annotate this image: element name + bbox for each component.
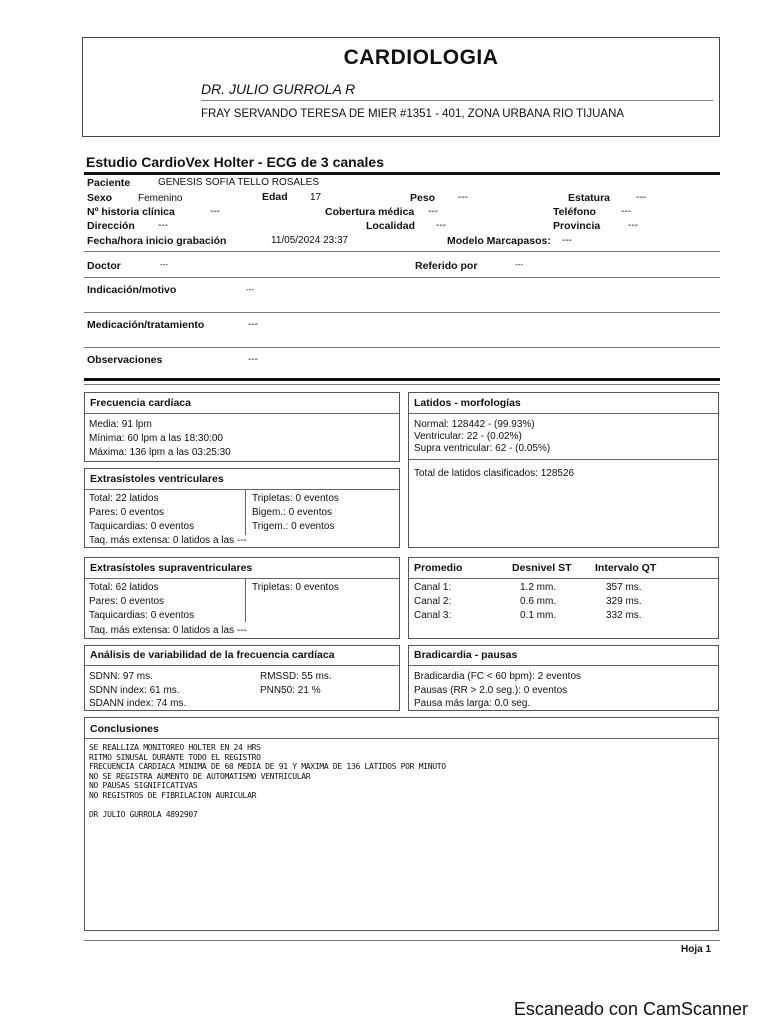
- conclusion-line: NO SE REGISTRA AUMENTO DE AUTOMATISMO VENTRICULAR: [89, 771, 311, 781]
- referido-value: ---: [515, 260, 523, 269]
- rule: [84, 384, 720, 385]
- ext-supra-title: Extrasístoles supraventriculares: [90, 562, 253, 574]
- canal-label: Canal 2:: [414, 596, 452, 607]
- intervalo-qt-header: Intervalo QT: [595, 562, 657, 574]
- peso-value: ---: [458, 192, 468, 203]
- peso-label: Peso: [410, 192, 436, 204]
- page-title: CARDIOLOGIA: [343, 46, 499, 69]
- referido-label: Referido por: [415, 260, 478, 272]
- divider: [85, 413, 399, 414]
- medicacion-value: ---: [248, 319, 258, 330]
- paciente-value: GENESIS SOFIA TELLO ROSALES: [158, 177, 319, 188]
- ext-ventriculares-box: [84, 468, 400, 548]
- edad-label: Edad: [262, 191, 288, 203]
- estatura-label: Estatura: [568, 192, 611, 204]
- promedio-col-header: Promedio: [414, 562, 463, 574]
- bradicardia-eventos: Bradicardia (FC < 60 bpm): 2 eventos: [414, 671, 582, 682]
- provincia-label: Provincia: [553, 220, 601, 232]
- variabilidad-title: Análisis de variabilidad de la frecuencia cardíaca: [90, 649, 335, 661]
- footer-rule: [84, 940, 720, 941]
- conclusion-line: DR JULIO GURROLA 4892907: [89, 809, 198, 819]
- historia-label: Nº historia clínica: [87, 206, 175, 218]
- divider: [85, 738, 718, 739]
- ext-s-pares: Pares: 0 eventos: [89, 596, 165, 607]
- conclusion-line: FRECUENCIA CARDIACA MINIMA DE 60 MEDIA DE 91 Y MAXIMA DE 136 LATIDOS POR MINUTO: [89, 762, 446, 771]
- pnn50: PNN50: 21 %: [260, 685, 321, 696]
- conclusiones-text: [89, 743, 446, 819]
- rule: [84, 347, 720, 348]
- cobertura-value: ---: [428, 206, 438, 217]
- scanner-watermark: Escaneado con CamScanner: [513, 999, 748, 1019]
- divider: [409, 459, 718, 460]
- canal-st: 0.6 mm.: [520, 596, 557, 607]
- pausa-mas-larga: Pausa más larga: 0.0 seg.: [414, 698, 531, 709]
- promedio-box: [408, 557, 719, 639]
- conclusion-line: SE REALLIZA MONITOREO HOLTER EN 24 HRS: [89, 743, 261, 752]
- edad-value: 17: [310, 192, 322, 203]
- frecuencia-box: [84, 392, 400, 462]
- divider: [409, 413, 718, 414]
- ext-v-trigem: Trigem.: 0 eventos: [252, 521, 335, 532]
- canal-qt: 329 ms.: [606, 596, 642, 607]
- conclusiones-title: Conclusiones: [90, 723, 159, 735]
- medicacion-label: Medicación/tratamiento: [87, 319, 205, 331]
- conclusion-line: NO REGISTROS DE FIBRILACION AURICULAR: [89, 790, 257, 800]
- frecuencia-maxima: Máxima: 136 lpm a las 03:25:30: [89, 447, 231, 458]
- frecuencia-media: Media: 91 lpm: [89, 419, 152, 430]
- ext-v-pares: Pares: 0 eventos: [89, 507, 165, 518]
- telefono-label: Teléfono: [553, 206, 596, 218]
- latidos-box: [408, 392, 719, 548]
- canal-label: Canal 1:: [414, 582, 452, 593]
- study-title: Estudio CardioVex Holter - ECG de 3 canales: [86, 154, 384, 170]
- study-title-rule: [84, 172, 720, 175]
- ext-v-bigem: Bigem.: 0 eventos: [252, 507, 333, 518]
- conclusiones-box: [84, 717, 719, 931]
- ext-s-tripletas: Tripletas: 0 eventos: [252, 582, 339, 593]
- conclusion-line: NO PAUSAS SIGNIFICATIVAS: [89, 781, 198, 790]
- canal-qt: 357 ms.: [606, 582, 642, 593]
- page-number: Hoja 1: [681, 944, 712, 955]
- ext-s-taq-extensa: Taq. más extensa: 0 latidos a las ---: [89, 625, 247, 636]
- observaciones-value: ---: [248, 354, 258, 365]
- fecha-value: 11/05/2024 23:37: [271, 235, 349, 246]
- frecuencia-title: Frecuencia cardíaca: [90, 397, 191, 409]
- variabilidad-box: [84, 645, 400, 711]
- doctor-value: ---: [160, 260, 168, 269]
- indicacion-value: ---: [246, 285, 254, 294]
- sdnn-index: SDNN index: 61 ms.: [89, 685, 180, 696]
- ext-v-total: Total: 22 latidos: [89, 493, 159, 504]
- doctor-name: DR. JULIO GURROLA R: [201, 81, 356, 97]
- fecha-label: Fecha/hora inicio grabación: [87, 235, 227, 247]
- clinic-address: FRAY SERVANDO TERESA DE MIER #1351 - 401, ZONA URBANA RIO TIJUANA: [201, 108, 625, 120]
- direccion-value: ---: [158, 220, 168, 231]
- historia-value: ---: [210, 206, 220, 217]
- latidos-title: Latidos - morfologías: [414, 397, 521, 409]
- sdann-index: SDANN index: 74 ms.: [89, 698, 187, 709]
- divider: [85, 489, 399, 490]
- latidos-normal: Normal: 128442 - (99.93%): [414, 419, 535, 430]
- header-divider: [201, 100, 713, 101]
- observaciones-label: Observaciones: [87, 354, 163, 366]
- conclusion-line: [89, 800, 446, 810]
- rule: [84, 277, 720, 278]
- desnivel-st-header: Desnivel ST: [512, 562, 572, 574]
- canal-label: Canal 3:: [414, 610, 452, 621]
- rule: [84, 312, 720, 313]
- sexo-label: Sexo: [87, 192, 113, 204]
- column-divider: [245, 578, 246, 622]
- header-box: [82, 37, 720, 137]
- latidos-total: Total de latidos clasificados: 128526: [414, 468, 575, 479]
- column-divider: [245, 489, 246, 535]
- pausas-eventos: Pausas (RR > 2.0 seg.): 0 eventos: [414, 685, 568, 696]
- canal-st: 0.1 mm.: [520, 610, 557, 621]
- localidad-value: ---: [436, 220, 446, 231]
- indicacion-label: Indicación/motivo: [87, 284, 177, 296]
- estatura-value: ---: [636, 192, 646, 203]
- cobertura-label: Cobertura médica: [325, 206, 415, 218]
- bradicardia-title: Bradicardia - pausas: [414, 649, 518, 661]
- localidad-label: Localidad: [366, 220, 416, 232]
- frecuencia-minima: Mínima: 60 lpm a las 18:30:00: [89, 433, 223, 444]
- provincia-value: ---: [628, 220, 638, 231]
- sexo-value: Femenino: [138, 193, 183, 204]
- ext-supra-box: [84, 557, 400, 639]
- ext-ventriculares-title: Extrasístoles ventriculares: [90, 473, 224, 485]
- direccion-label: Dirección: [87, 220, 135, 232]
- sdnn: SDNN: 97 ms.: [89, 671, 153, 682]
- rmssd: RMSSD: 55 ms.: [260, 671, 332, 682]
- bradicardia-box: [408, 645, 719, 711]
- divider: [409, 665, 718, 666]
- divider: [409, 578, 718, 579]
- latidos-supra: Supra ventricular: 62 - (0.05%): [414, 443, 551, 454]
- latidos-ventricular: Ventricular: 22 - (0.02%): [414, 431, 522, 442]
- marcapasos-label: Modelo Marcapasos:: [447, 235, 551, 247]
- paciente-label: Paciente: [87, 177, 131, 189]
- telefono-value: ---: [621, 206, 631, 217]
- divider: [85, 665, 399, 666]
- ext-s-total: Total: 62 latidos: [89, 582, 159, 593]
- canal-qt: 332 ms.: [606, 610, 642, 621]
- conclusion-line: RITMO SINUSAL DURANTE TODO EL REGISTRO: [89, 752, 261, 762]
- ext-v-taq-extensa: Taq. más extensa: 0 latidos a las ---: [89, 535, 247, 546]
- ext-v-tripletas: Tripletas: 0 eventos: [252, 493, 339, 504]
- doctor-label: Doctor: [87, 260, 121, 272]
- rule: [84, 378, 720, 381]
- marcapasos-value: ---: [562, 235, 572, 246]
- ext-s-taquicardias: Taquicardias: 0 eventos: [89, 610, 195, 621]
- divider: [85, 578, 399, 579]
- ext-v-taquicardias: Taquicardias: 0 eventos: [89, 521, 195, 532]
- canal-st: 1.2 mm.: [520, 582, 557, 593]
- rule: [84, 251, 720, 252]
